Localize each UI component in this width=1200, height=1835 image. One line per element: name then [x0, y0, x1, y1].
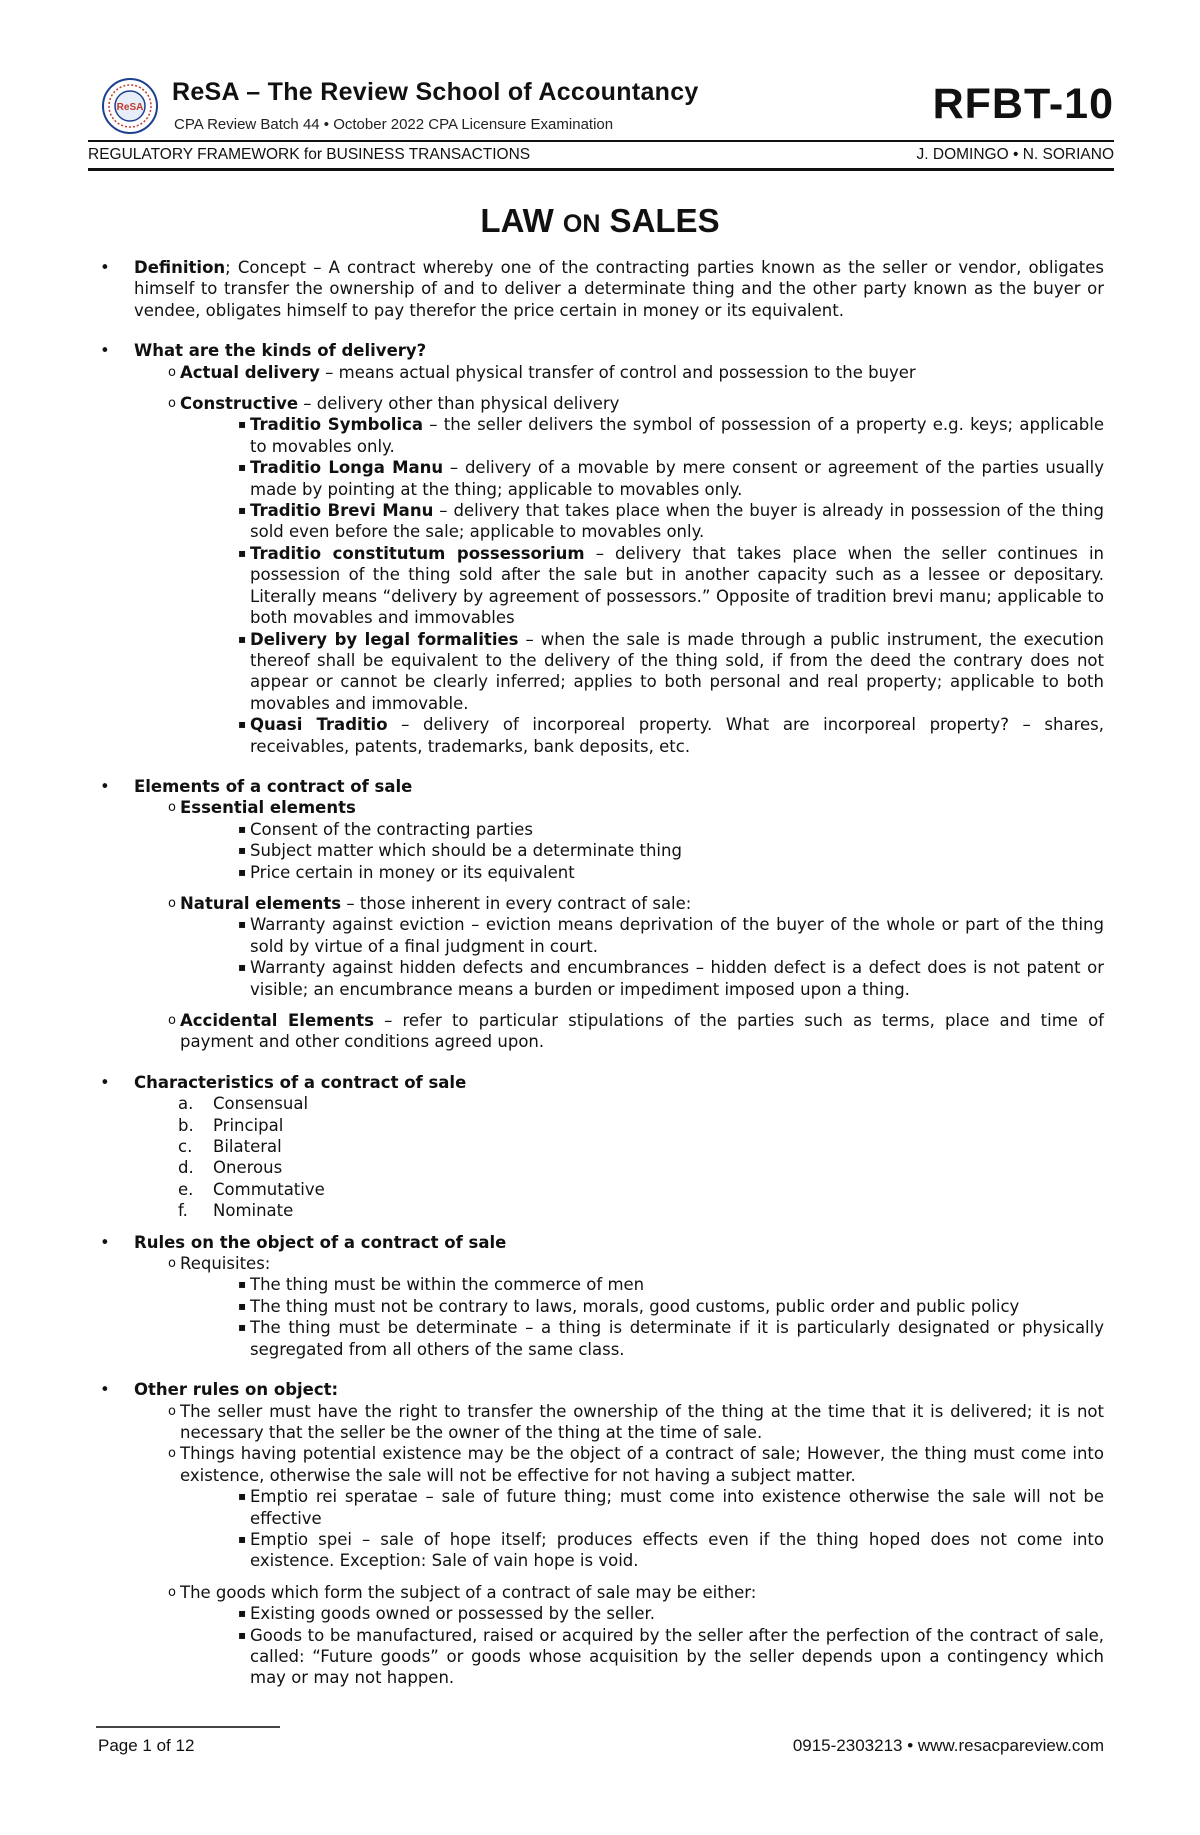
title-part-2: ON [562, 210, 601, 238]
list-item: ▪ The thing must be within the commerce of men [98, 1274, 1104, 1295]
accidental-elements-label: Accidental Elements [180, 1011, 374, 1030]
title-part-3: SALES [600, 202, 720, 239]
list-item-text: Onerous [213, 1158, 283, 1178]
footer-divider [96, 1726, 280, 1728]
delivery-type-item [98, 414, 1104, 457]
delivery-type-item [98, 629, 1104, 715]
list-marker: b. [178, 1115, 194, 1135]
delivery-type-label: Traditio constitutum possessorium [250, 543, 585, 563]
authors: J. DOMINGO • N. SORIANO [916, 146, 1114, 163]
list-item [98, 1179, 1104, 1200]
list-item [98, 1136, 1104, 1157]
list-item: ▪ Subject matter which should be a determinate thing [98, 840, 1104, 861]
elements-heading [98, 776, 1104, 797]
list-marker: e. [178, 1179, 194, 1199]
natural-elements-label: Natural elements [180, 893, 342, 913]
definition-label: Definition [134, 258, 226, 277]
list-item: o The seller must have the right to transfer the ownership of the thing at the time that it is delivered; it is not necessary that the seller be the owner of the thing at the time of sale. [98, 1401, 1104, 1444]
list-item: ▪ Goods to be manufactured, raised or acquired by the seller after the perfection of the contract of sale, called: “Future goods” or goods whose acquisition by the seller depends upon a contingency which may or may not happen. [98, 1625, 1104, 1689]
header-divider [88, 140, 1114, 142]
list-item: ▪ Warranty against hidden defects and encumbrances – hidden defect is a defect does is not patent or visible; an encumbrance means a burden or impediment imposed upon a thing. [98, 957, 1104, 1000]
list-item: ▪ Existing goods owned or possessed by the seller. [98, 1603, 1104, 1624]
footer-contact: 0915-2303213 • www.resacpareview.com [792, 1736, 1104, 1755]
essential-elements-label: Essential elements [180, 798, 356, 818]
delivery-type-label: Quasi Traditio [250, 715, 388, 735]
object-rules-heading-text: Rules on the object of a contract of sale [134, 1232, 507, 1252]
characteristics-heading [98, 1072, 1104, 1093]
object-rules-heading [98, 1232, 1104, 1253]
definition-bullet [98, 257, 1104, 321]
page-title [0, 202, 1200, 240]
delivery-type-item [98, 457, 1104, 500]
other-rules-heading [98, 1379, 1104, 1400]
delivery-type-text: – delivery of a movable by mere consent or agreement of the parties usually made by pointing at the thing; applicable to movables only. [250, 458, 1104, 499]
delivery-type-text: – when the sale is made through a public instrument, the execution thereof shall be equivalent to the delivery of the thing sold, if from the deed the contrary does not appear or cannot be clearly inferred; applies to both personal and real property; applicable to both movables and immovable. [250, 629, 1105, 713]
delivery-type-label: Traditio Brevi Manu [250, 501, 434, 521]
constructive-delivery-text: – delivery other than physical delivery [298, 394, 620, 414]
accidental-elements-item [98, 1010, 1104, 1053]
logo-text: ReSA [116, 102, 144, 113]
delivery-type-text: – delivery that takes place when the buyer is already in possession of the thing sold even before the sale; applicable to movables only. [250, 501, 1105, 542]
list-item-text: Principal [213, 1115, 284, 1135]
delivery-type-item [98, 714, 1104, 757]
subject-title: REGULATORY FRAMEWORK for BUSINESS TRANSACTIONS [88, 146, 531, 163]
org-title: ReSA – The Review School of Accountancy [172, 78, 699, 106]
delivery-type-item [98, 500, 1104, 543]
list-item: ▪ Consent of the contracting parties [98, 819, 1104, 840]
list-item [98, 1157, 1104, 1178]
constructive-delivery-item [98, 393, 1104, 414]
list-item-text: Commutative [213, 1179, 325, 1199]
characteristics-heading-text: Characteristics of a contract of sale [134, 1072, 467, 1092]
list-item: ▪ Price certain in money or its equivalent [98, 862, 1104, 883]
list-item: ▪ Warranty against eviction – eviction means deprivation of the buyer of the whole or part of the thing sold by virtue of a final judgment in court. [98, 914, 1104, 957]
list-marker: c. [178, 1137, 193, 1157]
list-item: ▪ The thing must not be contrary to laws, morals, good customs, public order and public policy [98, 1296, 1104, 1317]
natural-elements-item [98, 893, 1104, 914]
list-item [98, 1200, 1104, 1221]
delivery-type-text: – the seller delivers the symbol of possession of a property e.g. keys; applicable to movables only. [250, 415, 1104, 456]
document-body [98, 257, 1104, 1689]
elements-heading-text: Elements of a contract of sale [134, 776, 413, 796]
delivery-type-text: – delivery that takes place when the seller continues in possession of the thing sold after the sale but in another capacity such as a lessee or depositary. Literally means “delivery by agreement of possessors.” Opposite of tradition brevi manu; applicable to both movables and immovables [250, 543, 1104, 628]
list-item [98, 1093, 1104, 1114]
header-divider-thick [88, 168, 1114, 171]
delivery-type-label: Traditio Symbolica [250, 415, 424, 435]
list-marker: a. [178, 1094, 194, 1114]
accidental-elements-text: – refer to particular stipulations of the parties such as terms, place and time of payment and other conditions agreed upon. [180, 1011, 1104, 1052]
requisites-item: o Requisites: [98, 1253, 1104, 1274]
list-item-text: Bilateral [213, 1137, 282, 1157]
definition-text: ; Concept – A contract whereby one of the contracting parties known as the seller or vendor, obligates himself to transfer the ownership of and to deliver a determinate thing and the other party known as the buyer or vendee, obligates himself to pay therefor the price certain in money or its equivalent. [134, 258, 1104, 320]
delivery-type-text: – delivery of incorporeal property. What are incorporeal property? – shares, receivables, patents, trademarks, bank deposits, etc. [250, 715, 1104, 756]
other-rules-heading-text: Other rules on object: [134, 1380, 339, 1400]
page-header [88, 72, 1114, 168]
list-item: ▪ Emptio spei – sale of hope itself; produces effects even if the thing hoped does not come into existence. Exception: Sale of vain hope is void. [98, 1529, 1104, 1572]
actual-delivery-label: Actual delivery [180, 362, 320, 382]
list-item-text: Consensual [213, 1094, 309, 1114]
list-marker: f. [178, 1201, 188, 1221]
delivery-heading-text: What are the kinds of delivery? [134, 341, 427, 361]
title-part-1: LAW [480, 202, 563, 239]
delivery-type-item [98, 543, 1104, 629]
list-item: o The goods which form the subject of a contract of sale may be either: [98, 1582, 1104, 1603]
list-item: o Things having potential existence may be the object of a contract of sale; However, the thing must come into existence, otherwise the sale will not be effective for not having a subject matter. [98, 1443, 1104, 1486]
resa-seal-logo-icon [102, 78, 158, 134]
delivery-type-label: Traditio Longa Manu [250, 458, 444, 478]
constructive-delivery-label: Constructive [180, 394, 299, 414]
natural-elements-text: – those inherent in every contract of sale: [341, 893, 692, 913]
list-item: ▪ The thing must be determinate – a thing is determinate if it is particularly designated or physically segregated from all others of the same class. [98, 1317, 1104, 1360]
delivery-type-label: Delivery by legal formalities [250, 629, 519, 649]
page-number: Page 1 of 12 [98, 1736, 195, 1755]
list-item-text: Nominate [213, 1201, 294, 1221]
actual-delivery-text: – means actual physical transfer of control and possession to the buyer [319, 362, 916, 382]
org-subtitle: CPA Review Batch 44 • October 2022 CPA Licensure Examination [174, 116, 614, 133]
delivery-heading [98, 340, 1104, 361]
module-code: RFBT-10 [932, 80, 1114, 128]
list-marker: d. [178, 1158, 194, 1178]
list-item: ▪ Emptio rei speratae – sale of future thing; must come into existence otherwise the sale will not be effective [98, 1486, 1104, 1529]
actual-delivery-item [98, 362, 1104, 383]
list-item [98, 1115, 1104, 1136]
essential-elements-item [98, 797, 1104, 818]
